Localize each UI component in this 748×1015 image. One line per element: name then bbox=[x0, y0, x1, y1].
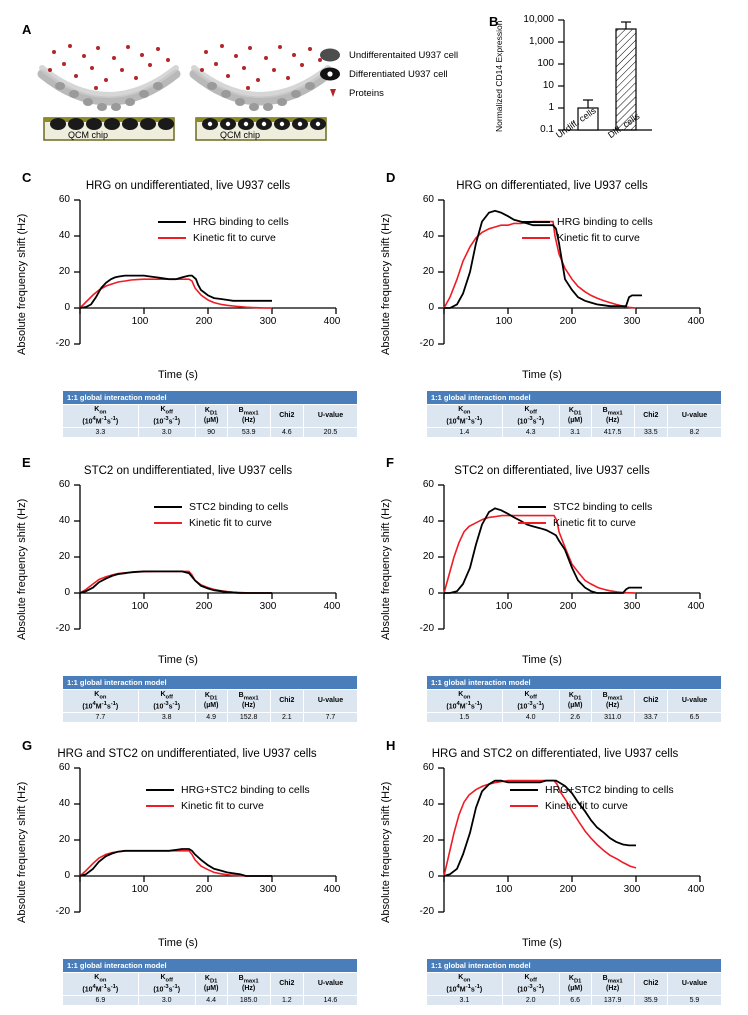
col-kd1: $K_{D1}$ (µM) bbox=[559, 405, 591, 428]
bar-ytick-1: 1 bbox=[548, 102, 554, 113]
black-line-icon bbox=[518, 506, 546, 508]
panel-c-xtick-400: 400 bbox=[323, 316, 341, 327]
panel-d-legend bbox=[522, 216, 653, 248]
col-uvalue: U-value bbox=[667, 690, 721, 713]
panel-e-ytick-40: 40 bbox=[58, 515, 70, 526]
panel-g-ytick-n20: -20 bbox=[55, 906, 70, 917]
panel-c-xtick-200: 200 bbox=[195, 316, 213, 327]
cell-chi2: 33.7 bbox=[634, 713, 667, 723]
cell-chi2: 33.5 bbox=[634, 428, 667, 438]
black-line-icon bbox=[154, 506, 182, 508]
panel-d-xtick-200: 200 bbox=[559, 316, 577, 327]
legend-label: Kinetic fit to curve bbox=[557, 232, 640, 244]
legend-label: HRG+STC2 binding to cells bbox=[545, 784, 674, 796]
panel-c-xtick-100: 100 bbox=[131, 316, 149, 327]
panel-c-ylabel: Absolute frequency shift (Hz) bbox=[16, 213, 28, 355]
cell-uvalue: 20.5 bbox=[303, 428, 357, 438]
cell-koff: 3.0 bbox=[138, 996, 195, 1006]
table-header: 1:1 global interaction model bbox=[427, 676, 722, 690]
panel-f-xtick-100: 100 bbox=[495, 601, 513, 612]
panel-d-ytick-40: 40 bbox=[422, 230, 434, 241]
bar-ytick-3: 100 bbox=[537, 58, 554, 69]
red-line-icon bbox=[146, 805, 174, 807]
bar-ytick-5: 10,000 bbox=[523, 14, 554, 25]
panel-g-legend bbox=[146, 784, 310, 816]
col-uvalue: U-value bbox=[303, 973, 357, 996]
black-line-icon bbox=[146, 789, 174, 791]
col-kd1: $K_{D1}$ (µM) bbox=[195, 973, 227, 996]
col-koff: $K_{off}$ $(10^{-3}s^{-1})$ bbox=[138, 690, 195, 713]
cell-bmax1: 53.9 bbox=[227, 428, 270, 438]
legend-entry bbox=[146, 784, 310, 796]
col-koff: $K_{off}$ $(10^{-3}s^{-1})$ bbox=[502, 690, 559, 713]
schematic-legend bbox=[318, 48, 458, 105]
col-chi2: Chi2 bbox=[270, 690, 303, 713]
col-kon: $K_{on}$ $(10^4M^{-1}s^{-1})$ bbox=[63, 405, 139, 428]
panel-h-ytick-n20: -20 bbox=[419, 906, 434, 917]
panel-h-xlabel: Time (s) bbox=[522, 937, 562, 949]
panel-g-ytick-0: 0 bbox=[64, 870, 70, 881]
panel-h-xtick-400: 400 bbox=[687, 884, 705, 895]
panel-f-xtick-400: 400 bbox=[687, 601, 705, 612]
cell-kd1: 6.6 bbox=[559, 996, 591, 1006]
legend-item-undifferentiated-cell bbox=[318, 48, 458, 62]
panel-e-ylabel: Absolute frequency shift (Hz) bbox=[16, 498, 28, 640]
panel-g-title: HRG and STC2 on undifferentiated, live U937 cells bbox=[57, 748, 317, 760]
col-kon: $K_{on}$ $(10^4M^{-1}s^{-1})$ bbox=[427, 690, 503, 713]
panel-g-ylabel: Absolute frequency shift (Hz) bbox=[16, 781, 28, 923]
panel-c-ytick-20: 20 bbox=[58, 266, 70, 277]
col-chi2: Chi2 bbox=[270, 405, 303, 428]
legend-label: Kinetic fit to curve bbox=[189, 517, 272, 529]
bar-xtick-diff: Diff. cells bbox=[606, 111, 642, 141]
legend-label: STC2 binding to cells bbox=[553, 501, 653, 513]
table-header: 1:1 global interaction model bbox=[427, 959, 722, 973]
panel-d-xlabel: Time (s) bbox=[522, 369, 562, 381]
cell-uvalue: 8.2 bbox=[667, 428, 721, 438]
cell-chi2: 4.6 bbox=[270, 428, 303, 438]
legend-label: HRG+STC2 binding to cells bbox=[181, 784, 310, 796]
panel-h-xtick-100: 100 bbox=[495, 884, 513, 895]
panel-h-xtick-300: 300 bbox=[623, 884, 641, 895]
panel-f-title: STC2 on differentiated, live U937 cells bbox=[454, 465, 650, 477]
panel-letter-f: F bbox=[386, 455, 394, 470]
legend-label: HRG binding to cells bbox=[193, 216, 289, 228]
panel-f-xlabel: Time (s) bbox=[522, 654, 562, 666]
panel-g-xtick-100: 100 bbox=[131, 884, 149, 895]
legend-label: Differentiated U937 cell bbox=[349, 68, 448, 80]
panel-h-legend bbox=[510, 784, 674, 816]
legend-entry bbox=[158, 216, 289, 228]
table-header: 1:1 global interaction model bbox=[63, 391, 358, 405]
col-bmax1: $B_{max1}$ (Hz) bbox=[591, 405, 634, 428]
cell-koff: 2.0 bbox=[502, 996, 559, 1006]
panel-f-ytick-0: 0 bbox=[428, 587, 434, 598]
legend-entry bbox=[510, 784, 674, 796]
panel-f-ylabel: Absolute frequency shift (Hz) bbox=[380, 498, 392, 640]
panel-d-ytick-60: 60 bbox=[422, 194, 434, 205]
panel-h-ylabel: Absolute frequency shift (Hz) bbox=[380, 781, 392, 923]
panel-d-ytick-n20: -20 bbox=[419, 338, 434, 349]
panel-g-ytick-40: 40 bbox=[58, 798, 70, 809]
col-uvalue: U-value bbox=[667, 405, 721, 428]
panel-letter-e: E bbox=[22, 455, 31, 470]
panel-f-ytick-20: 20 bbox=[422, 551, 434, 562]
panel-g-ytick-20: 20 bbox=[58, 834, 70, 845]
legend-label: Undifferentaited U937 cell bbox=[349, 49, 459, 61]
col-bmax1: $B_{max1}$ (Hz) bbox=[227, 973, 270, 996]
legend-label: Kinetic fit to curve bbox=[545, 800, 628, 812]
col-uvalue: U-value bbox=[303, 690, 357, 713]
legend-entry bbox=[146, 800, 310, 812]
col-chi2: Chi2 bbox=[270, 973, 303, 996]
panel-f-ytick-60: 60 bbox=[422, 479, 434, 490]
legend-label: Proteins bbox=[349, 87, 384, 99]
cell-bmax1: 311.0 bbox=[591, 713, 634, 723]
black-line-icon bbox=[522, 221, 550, 223]
cell-kon: 1.5 bbox=[427, 713, 503, 723]
cell-koff: 3.0 bbox=[138, 428, 195, 438]
cell-koff: 4.3 bbox=[502, 428, 559, 438]
cell-uvalue: 7.7 bbox=[303, 713, 357, 723]
black-line-icon bbox=[158, 221, 186, 223]
panel-f-kinetic-table bbox=[426, 675, 722, 723]
panel-e-title: STC2 on undifferentiated, live U937 cells bbox=[83, 465, 293, 477]
legend-entry bbox=[522, 232, 653, 244]
red-line-icon bbox=[522, 237, 550, 239]
col-bmax1: $B_{max1}$ (Hz) bbox=[591, 973, 634, 996]
panel-d-kinetic-table bbox=[426, 390, 722, 438]
col-kd1: $K_{D1}$ (µM) bbox=[559, 973, 591, 996]
red-line-icon bbox=[154, 522, 182, 524]
panel-d-ytick-0: 0 bbox=[428, 302, 434, 313]
panel-g-xlabel: Time (s) bbox=[158, 937, 198, 949]
legend-entry bbox=[154, 517, 288, 529]
panel-d-xtick-100: 100 bbox=[495, 316, 513, 327]
panel-g-xtick-300: 300 bbox=[259, 884, 277, 895]
panel-g-xtick-400: 400 bbox=[323, 884, 341, 895]
cell-kd1: 90 bbox=[195, 428, 227, 438]
panel-e-ytick-n20: -20 bbox=[55, 623, 70, 634]
cell-kd1: 4.9 bbox=[195, 713, 227, 723]
panel-h-ytick-60: 60 bbox=[422, 762, 434, 773]
cell-bmax1: 137.9 bbox=[591, 996, 634, 1006]
panel-letter-g: G bbox=[22, 738, 33, 753]
cell-chi2: 2.1 bbox=[270, 713, 303, 723]
col-chi2: Chi2 bbox=[634, 690, 667, 713]
col-koff: $K_{off}$ $(10^{-3}s^{-1})$ bbox=[138, 973, 195, 996]
col-kon: $K_{on}$ $(10^4M^{-1}s^{-1})$ bbox=[63, 690, 139, 713]
panel-c-ytick-n20: -20 bbox=[55, 338, 70, 349]
panel-letter-a: A bbox=[22, 22, 32, 37]
panel-c-ytick-0: 0 bbox=[64, 302, 70, 313]
legend-item-proteins bbox=[318, 86, 458, 100]
panel-letter-d: D bbox=[386, 170, 396, 185]
bar-ytick-4: 1,000 bbox=[528, 36, 554, 47]
col-bmax1: $B_{max1}$ (Hz) bbox=[227, 690, 270, 713]
panel-f-xtick-200: 200 bbox=[559, 601, 577, 612]
cell-chi2: 1.2 bbox=[270, 996, 303, 1006]
panel-c-title: HRG on undifferentiated, live U937 cells bbox=[85, 180, 291, 192]
bar-ytick-2: 10 bbox=[542, 80, 554, 91]
col-koff: $K_{off}$ $(10^{-3}s^{-1})$ bbox=[138, 405, 195, 428]
panel-letter-b: B bbox=[489, 14, 499, 29]
chip-label-left: QCM chip bbox=[68, 130, 109, 140]
panel-f-ytick-n20: -20 bbox=[419, 623, 434, 634]
panel-e-ytick-0: 0 bbox=[64, 587, 70, 598]
cell-kon: 7.7 bbox=[63, 713, 139, 723]
legend-entry bbox=[518, 501, 652, 513]
panel-e-ytick-20: 20 bbox=[58, 551, 70, 562]
cell-bmax1: 185.0 bbox=[227, 996, 270, 1006]
legend-label: STC2 binding to cells bbox=[189, 501, 289, 513]
col-kon: $K_{on}$ $(10^4M^{-1}s^{-1})$ bbox=[427, 405, 503, 428]
legend-label: Kinetic fit to curve bbox=[553, 517, 636, 529]
table-header: 1:1 global interaction model bbox=[63, 959, 358, 973]
col-kon: $K_{on}$ $(10^4M^{-1}s^{-1})$ bbox=[63, 973, 139, 996]
legend-entry bbox=[158, 232, 289, 244]
col-uvalue: U-value bbox=[303, 405, 357, 428]
panel-g-kinetic-table bbox=[62, 958, 358, 1006]
table-header: 1:1 global interaction model bbox=[427, 391, 722, 405]
panel-c-legend bbox=[158, 216, 289, 248]
panel-g-xtick-200: 200 bbox=[195, 884, 213, 895]
col-uvalue: U-value bbox=[667, 973, 721, 996]
cell-kon: 1.4 bbox=[427, 428, 503, 438]
panel-h-ytick-0: 0 bbox=[428, 870, 434, 881]
undifferentiated-cell-icon bbox=[318, 48, 342, 62]
panel-c-ytick-40: 40 bbox=[58, 230, 70, 241]
panel-letter-h: H bbox=[386, 738, 396, 753]
table-header: 1:1 global interaction model bbox=[63, 676, 358, 690]
panel-f-xtick-300: 300 bbox=[623, 601, 641, 612]
cell-kon: 6.9 bbox=[63, 996, 139, 1006]
panel-e-xtick-100: 100 bbox=[131, 601, 149, 612]
panel-d-xtick-300: 300 bbox=[623, 316, 641, 327]
col-bmax1: $B_{max1}$ (Hz) bbox=[591, 690, 634, 713]
legend-label: Kinetic fit to curve bbox=[181, 800, 264, 812]
panel-h-ytick-40: 40 bbox=[422, 798, 434, 809]
cell-kd1: 3.1 bbox=[559, 428, 591, 438]
panel-d-title: HRG on differentiated, live U937 cells bbox=[456, 180, 648, 192]
cell-kon: 3.3 bbox=[63, 428, 139, 438]
cell-bmax1: 417.5 bbox=[591, 428, 634, 438]
legend-entry bbox=[510, 800, 674, 812]
cell-chi2: 35.9 bbox=[634, 996, 667, 1006]
col-kon: $K_{on}$ $(10^4M^{-1}s^{-1})$ bbox=[427, 973, 503, 996]
panel-d-xtick-400: 400 bbox=[687, 316, 705, 327]
cell-koff: 3.8 bbox=[138, 713, 195, 723]
legend-entry bbox=[518, 517, 652, 529]
proteins-icon bbox=[318, 86, 342, 100]
cell-uvalue: 14.6 bbox=[303, 996, 357, 1006]
panel-f-ytick-40: 40 bbox=[422, 515, 434, 526]
panel-d-ytick-20: 20 bbox=[422, 266, 434, 277]
bar-xtick-undiff: Undiff. cells bbox=[554, 105, 598, 141]
chip-label-right: QCM chip bbox=[220, 130, 261, 140]
panel-d-ylabel: Absolute frequency shift (Hz) bbox=[380, 213, 392, 355]
cell-kd1: 4.4 bbox=[195, 996, 227, 1006]
col-kd1: $K_{D1}$ (µM) bbox=[559, 690, 591, 713]
panel-c-xtick-300: 300 bbox=[259, 316, 277, 327]
panel-c-xlabel: Time (s) bbox=[158, 369, 198, 381]
legend-label: HRG binding to cells bbox=[557, 216, 653, 228]
legend-label: Kinetic fit to curve bbox=[193, 232, 276, 244]
bar-chart-y-axis-label: Normalized CD14 Expression bbox=[494, 20, 504, 132]
bar-ytick-0: 0.1 bbox=[540, 124, 554, 135]
legend-item-differentiated-cell bbox=[318, 67, 458, 81]
panel-h-ytick-20: 20 bbox=[422, 834, 434, 845]
panel-e-xtick-400: 400 bbox=[323, 601, 341, 612]
panel-h-xtick-200: 200 bbox=[559, 884, 577, 895]
panel-c-ytick-60: 60 bbox=[58, 194, 70, 205]
col-kd1: $K_{D1}$ (µM) bbox=[195, 690, 227, 713]
cell-uvalue: 5.9 bbox=[667, 996, 721, 1006]
legend-entry bbox=[154, 501, 288, 513]
panel-e-legend bbox=[154, 501, 288, 533]
panel-e-kinetic-table bbox=[62, 675, 358, 723]
panel-e-ytick-60: 60 bbox=[58, 479, 70, 490]
panel-f-legend bbox=[518, 501, 652, 533]
red-line-icon bbox=[158, 237, 186, 239]
red-line-icon bbox=[510, 805, 538, 807]
cell-uvalue: 6.5 bbox=[667, 713, 721, 723]
cell-koff: 4.0 bbox=[502, 713, 559, 723]
panel-h-title: HRG and STC2 on differentiated, live U937 cells bbox=[431, 748, 679, 760]
panel-g-ytick-60: 60 bbox=[58, 762, 70, 773]
col-koff: $K_{off}$ $(10^{-3}s^{-1})$ bbox=[502, 973, 559, 996]
panel-h-kinetic-table bbox=[426, 958, 722, 1006]
col-bmax1: $B_{max1}$ (Hz) bbox=[227, 405, 270, 428]
black-line-icon bbox=[510, 789, 538, 791]
col-koff: $K_{off}$ $(10^{-3}s^{-1})$ bbox=[502, 405, 559, 428]
panel-c-kinetic-table bbox=[62, 390, 358, 438]
panel-e-xtick-300: 300 bbox=[259, 601, 277, 612]
col-chi2: Chi2 bbox=[634, 973, 667, 996]
panel-letter-c: C bbox=[22, 170, 32, 185]
col-kd1: $K_{D1}$ (µM) bbox=[195, 405, 227, 428]
cell-bmax1: 152.8 bbox=[227, 713, 270, 723]
differentiated-cell-icon bbox=[318, 67, 342, 81]
panel-e-xlabel: Time (s) bbox=[158, 654, 198, 666]
cell-kon: 3.1 bbox=[427, 996, 503, 1006]
panel-e-xtick-200: 200 bbox=[195, 601, 213, 612]
legend-entry bbox=[522, 216, 653, 228]
cell-kd1: 2.6 bbox=[559, 713, 591, 723]
red-line-icon bbox=[518, 522, 546, 524]
col-chi2: Chi2 bbox=[634, 405, 667, 428]
